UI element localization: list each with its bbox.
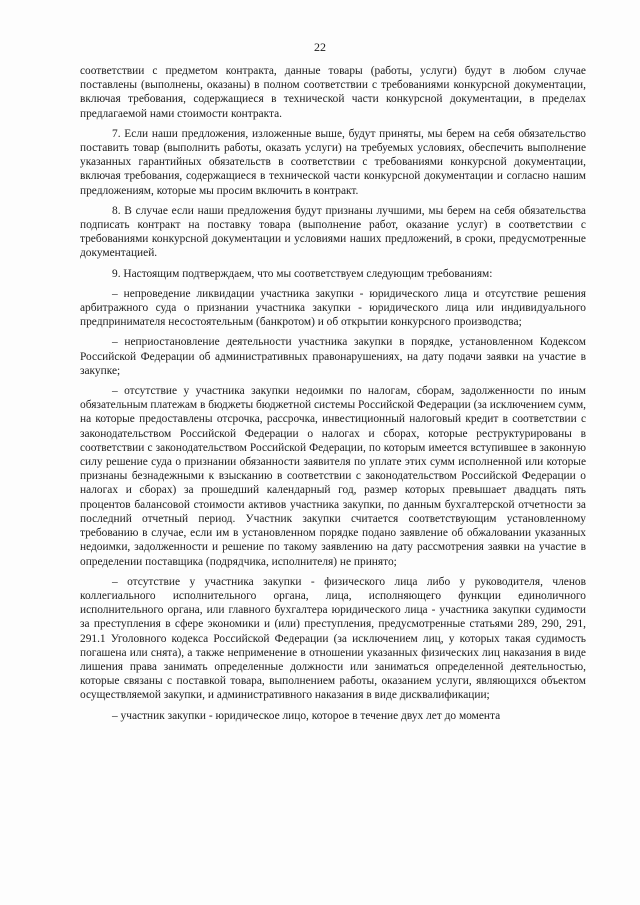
paragraph-item-9: 9. Настоящим подтверждаем, что мы соответствуем следующим требованиям: [112,267,493,280]
requirement-no-criminal-record: – отсутствие у участника закупки - физического лица либо у руководителя, членов коллегиального исполнительного органа, лица, исполняющего функции единоличного исполнительного органа, или главного бухгалтера юридического лица - участника закупки судимости за преступления в сфере экономики и (или) преступления, предусмотренные статьями 289, 290, 291, 291.1 Уголовного кодекса Российской Федерации (за исключением лиц, у которых такая судимость погашена или снята), а также неприменение в отношении указанных физических лиц наказания в виде лишения права занимать определенные должности или заниматься определенной деятельностью, которые связаны с поставкой товара, выполнением работы, оказанием услуги, являющихся объектом осуществляемой закупки, и административного наказания в виде дисквалификации; [80,575,586,702]
document-body [80,64,586,729]
requirement-legal-entity: – участник закупки - юридическое лицо, которое в течение двух лет до момента [112,709,501,722]
page-number: 22 [314,40,326,54]
requirement-no-suspension: – неприостановление деятельности участника закупки в порядке, установленном Кодексом Российской Федерации об административных правонарушениях, на дату подачи заявки на участие в закупке; [80,336,586,377]
paragraph-item-8: 8. В случае если наши предложения будут признаны лучшими, мы берем на себя обязательства подписать контракт на поставку товара (выполнение работ, оказание услуг) в соответствии с требованиями конкурсной документации и условиями наших предложений, в сроки, предусмотренные документацией. [80,204,586,260]
paragraph-item-7: 7. Если наши предложения, изложенные выше, будут приняты, мы берем на себя обязательство поставить товар (выполнить работы, оказать услуги) на требуемых условиях, обеспечить выполнение указанных гарантийных обязательств в соответствии с требованиями конкурсной документации, включая требования, содержащиеся в технической части конкурсной документации и согласно нашим предложениям, которые мы просим включить в контракт. [80,127,586,197]
paragraph-continuation: соответствии с предметом контракта, данные товары (работы, услуги) будут в любом случае поставлены (выполнены, оказаны) в полном соответствии с требованиями конкурсной документации, включая требования, содержащиеся в технической части конкурсной документации, в пределах предлагаемой нами стоимости контракта. [80,65,586,120]
requirement-no-tax-arrears: – отсутствие у участника закупки недоимки по налогам, сборам, задолженности по иным обязательным платежам в бюджеты бюджетной системы Российской Федерации (за исключением сумм, на которые предоставлены отсрочка, рассрочка, инвестиционный налоговый кредит в соответствии с законодательством Российской Федерации о налогах и сборах, которые реструктурированы в соответствии с законодательством Российской Федерации, по которым имеется вступившее в законную силу решение суда о признании обязанности заявителя по уплате этих сумм исполненной или которые признаны безнадежными к взысканию в соответствии с законодательством Российской Федерации о налогах и сборах) за прошедший календарный год, размер которых превышает двадцать пять процентов балансовой стоимости активов участника закупки, по данным бухгалтерской отчетности за последний отчетный период. Участник закупки считается соответствующим установленному требованию в случае, если им в установленном порядке подано заявление об обжаловании указанных недоимки, задолженности и решение по такому заявлению на дату рассмотрения заявки на участие в определении поставщика (подрядчика, исполнителя) не принято; [80,385,587,568]
requirement-no-liquidation: – непроведение ликвидации участника закупки - юридического лица и отсутствие решения арбитражного суда о признании участника закупки - юридического лица или индивидуального предпринимателя несостоятельным (банкротом) и об открытии конкурсного производства; [80,287,586,329]
